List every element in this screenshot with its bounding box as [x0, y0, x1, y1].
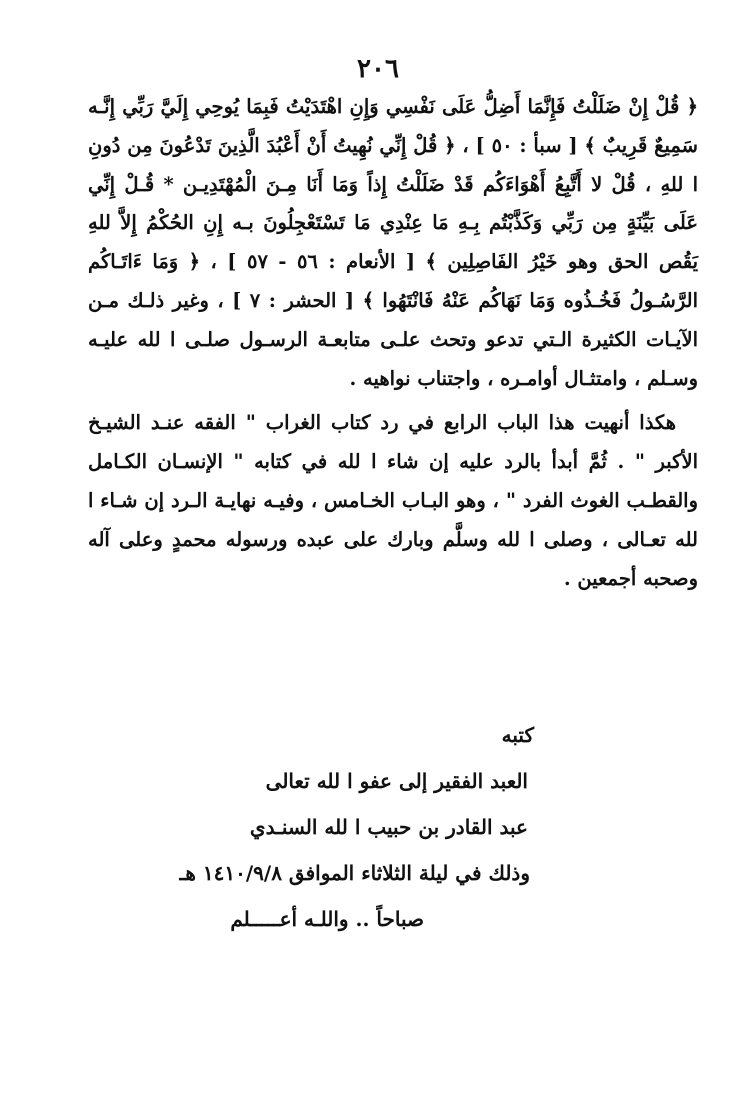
- main-text: [88, 88, 698, 598]
- signature-block: [150, 712, 550, 942]
- paragraph-conclusion: هكذا أنهيت هذا الباب الرابع في رد كتاب الغراب " الفقه عنـد الشيـخ الأكبر " . ثُمَّ أبدأ بالرد عليه إن شاء ا لله في كتابه " الإنسـان الكـامل والقطـب الغوث الفرد " ، وهو البـاب الخـامس ، وفيـه نهايـة الـرد إن شـاء ا لله تعـالى ، وصلى ا لله وسلَّم وبارك على عبده ورسوله محمدٍ وعلى آله وصحبه أجمعين .: [88, 411, 698, 590]
- signature-line-author-title: العبد الفقير إلى عفو ا لله تعالى: [265, 769, 528, 793]
- signature-line-author-name: عبد القادر بن حبيب ا لله السنـدي: [249, 815, 528, 839]
- paragraph-quran-verses: ﴿ قُلْ إِنْ ضَلَلْتُ فَإِنَّمَا أَضِلُّ عَلَى نَفْسِي وَإِنِ اهْتَدَيْتُ فَبِمَا يُوحِي إِلَيَّ رَبِّي إِنَّـه سَمِيعٌ قَرِيبٌ ﴾ [ سبأ : ٥٠ ] ، ﴿ قُلْ إِنِّي نُهِيتُ أَنْ أَعْبُدَ الَّذِينَ تَدْعُونَ مِن دُونِ ا للهِ ، قُلْ لا أَتَّبِعُ أَهْوَاءَكُم قَدْ ضَلَلْتُ إِذاً وَمَا أَنَا مِـنَ الْمُهْتَدِيـن * قُـلْ إِنِّي عَلَى بَيِّنَةٍ مِن رَبِّي وَكَذَّبْتُم بِـهِ مَا عِنْدِي مَا تَسْتَعْجِلُونَ بـه إِنِ الحُكْمُ إِلاَّ للهِ يَقُص الحق وهو خَيْرُ الفَاصِلِين ﴾ [ الأنعام : ٥٦ - ٥٧ ] ، ﴿ وَمَا ءَاتَـاكُم الرَّسُـولُ فَخُـذُوه وَمَا نَهَاكُم عَنْهُ فَانْتَهُوا ﴾ [ الحشر : ٧ ] ، وغير ذلـك مـن الآيـات الكثيرة الـتي تدعو وتحث علـى متابعـة الرسـول صلـى ا لله عليـه وسـلم ، وامتثـال أوامـره ، واجتناب نواهيه .: [88, 95, 699, 390]
- page-number: ٢٠٦: [357, 54, 399, 84]
- signature-line-closing: صباحاً .. واللـه أعـــــلم: [230, 907, 424, 931]
- signature-title: كتبه: [501, 723, 534, 747]
- signature-line-date: وذلك في ليلة الثلاثاء الموافق ١٤١٠/٩/٨ هـ: [179, 861, 530, 885]
